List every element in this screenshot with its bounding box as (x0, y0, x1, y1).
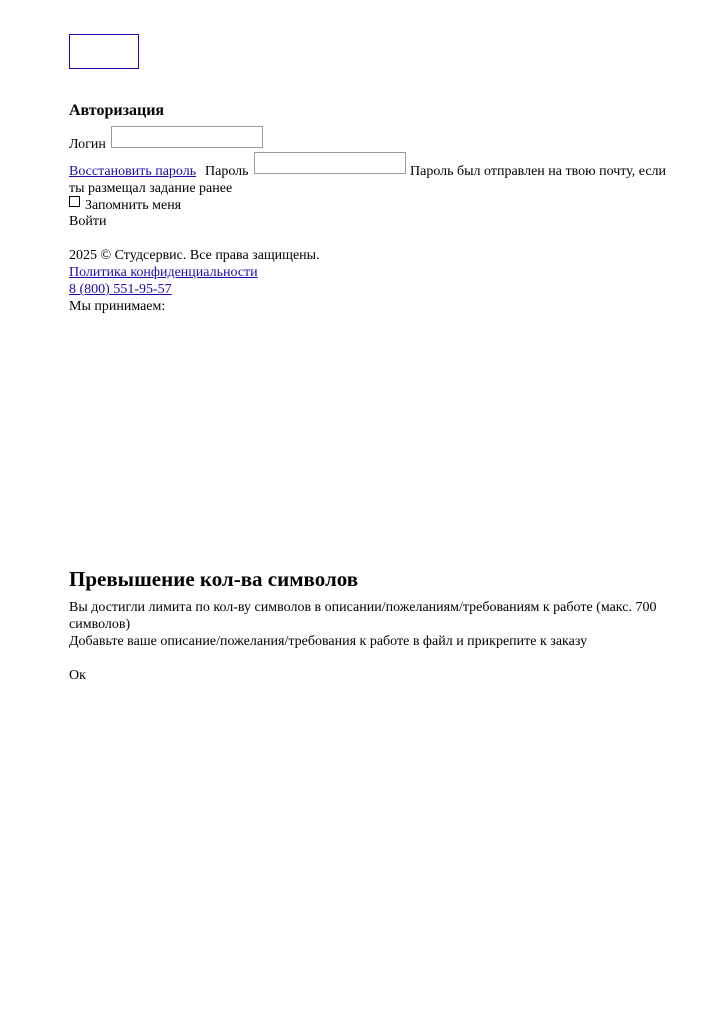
modal-instruction-text: Добавьте ваше описание/пожелания/требования к работе в файл и прикрепите к заказу (69, 634, 588, 649)
logo-icon (69, 34, 139, 69)
remember-label: Запомнить меня (85, 198, 182, 213)
privacy-policy-link[interactable]: Политика конфиденциальности (69, 265, 258, 280)
logo-link[interactable] (69, 34, 143, 74)
password-label: Пароль (205, 164, 249, 179)
password-sent-message-cont: ты размещал задание ранее (69, 181, 233, 196)
modal-title: Превышение кол-ва символов (69, 567, 359, 591)
restore-password-link[interactable]: Восстановить пароль (69, 164, 197, 179)
login-label: Логин (69, 137, 106, 152)
phone-link[interactable]: 8 (800) 551-95-57 (69, 282, 172, 297)
copyright-text: 2025 © Студсервис. Все права защищены. (69, 248, 320, 263)
ok-button[interactable]: Ок (69, 668, 86, 683)
password-input[interactable] (254, 152, 406, 174)
payment-methods-label: Мы принимаем: (69, 299, 166, 314)
login-button[interactable]: Войти (69, 214, 107, 229)
login-input[interactable] (111, 126, 263, 148)
auth-title: Авторизация (69, 102, 165, 119)
remember-checkbox[interactable] (69, 196, 80, 207)
remember-me[interactable] (69, 196, 181, 213)
modal-limit-text: Вы достигли лимита по кол-ву символов в описании/пожеланиям/требованиям к работе (макс. 700 символов) (69, 600, 657, 632)
password-sent-message: Пароль был отправлен на твою почту, если (410, 164, 667, 179)
